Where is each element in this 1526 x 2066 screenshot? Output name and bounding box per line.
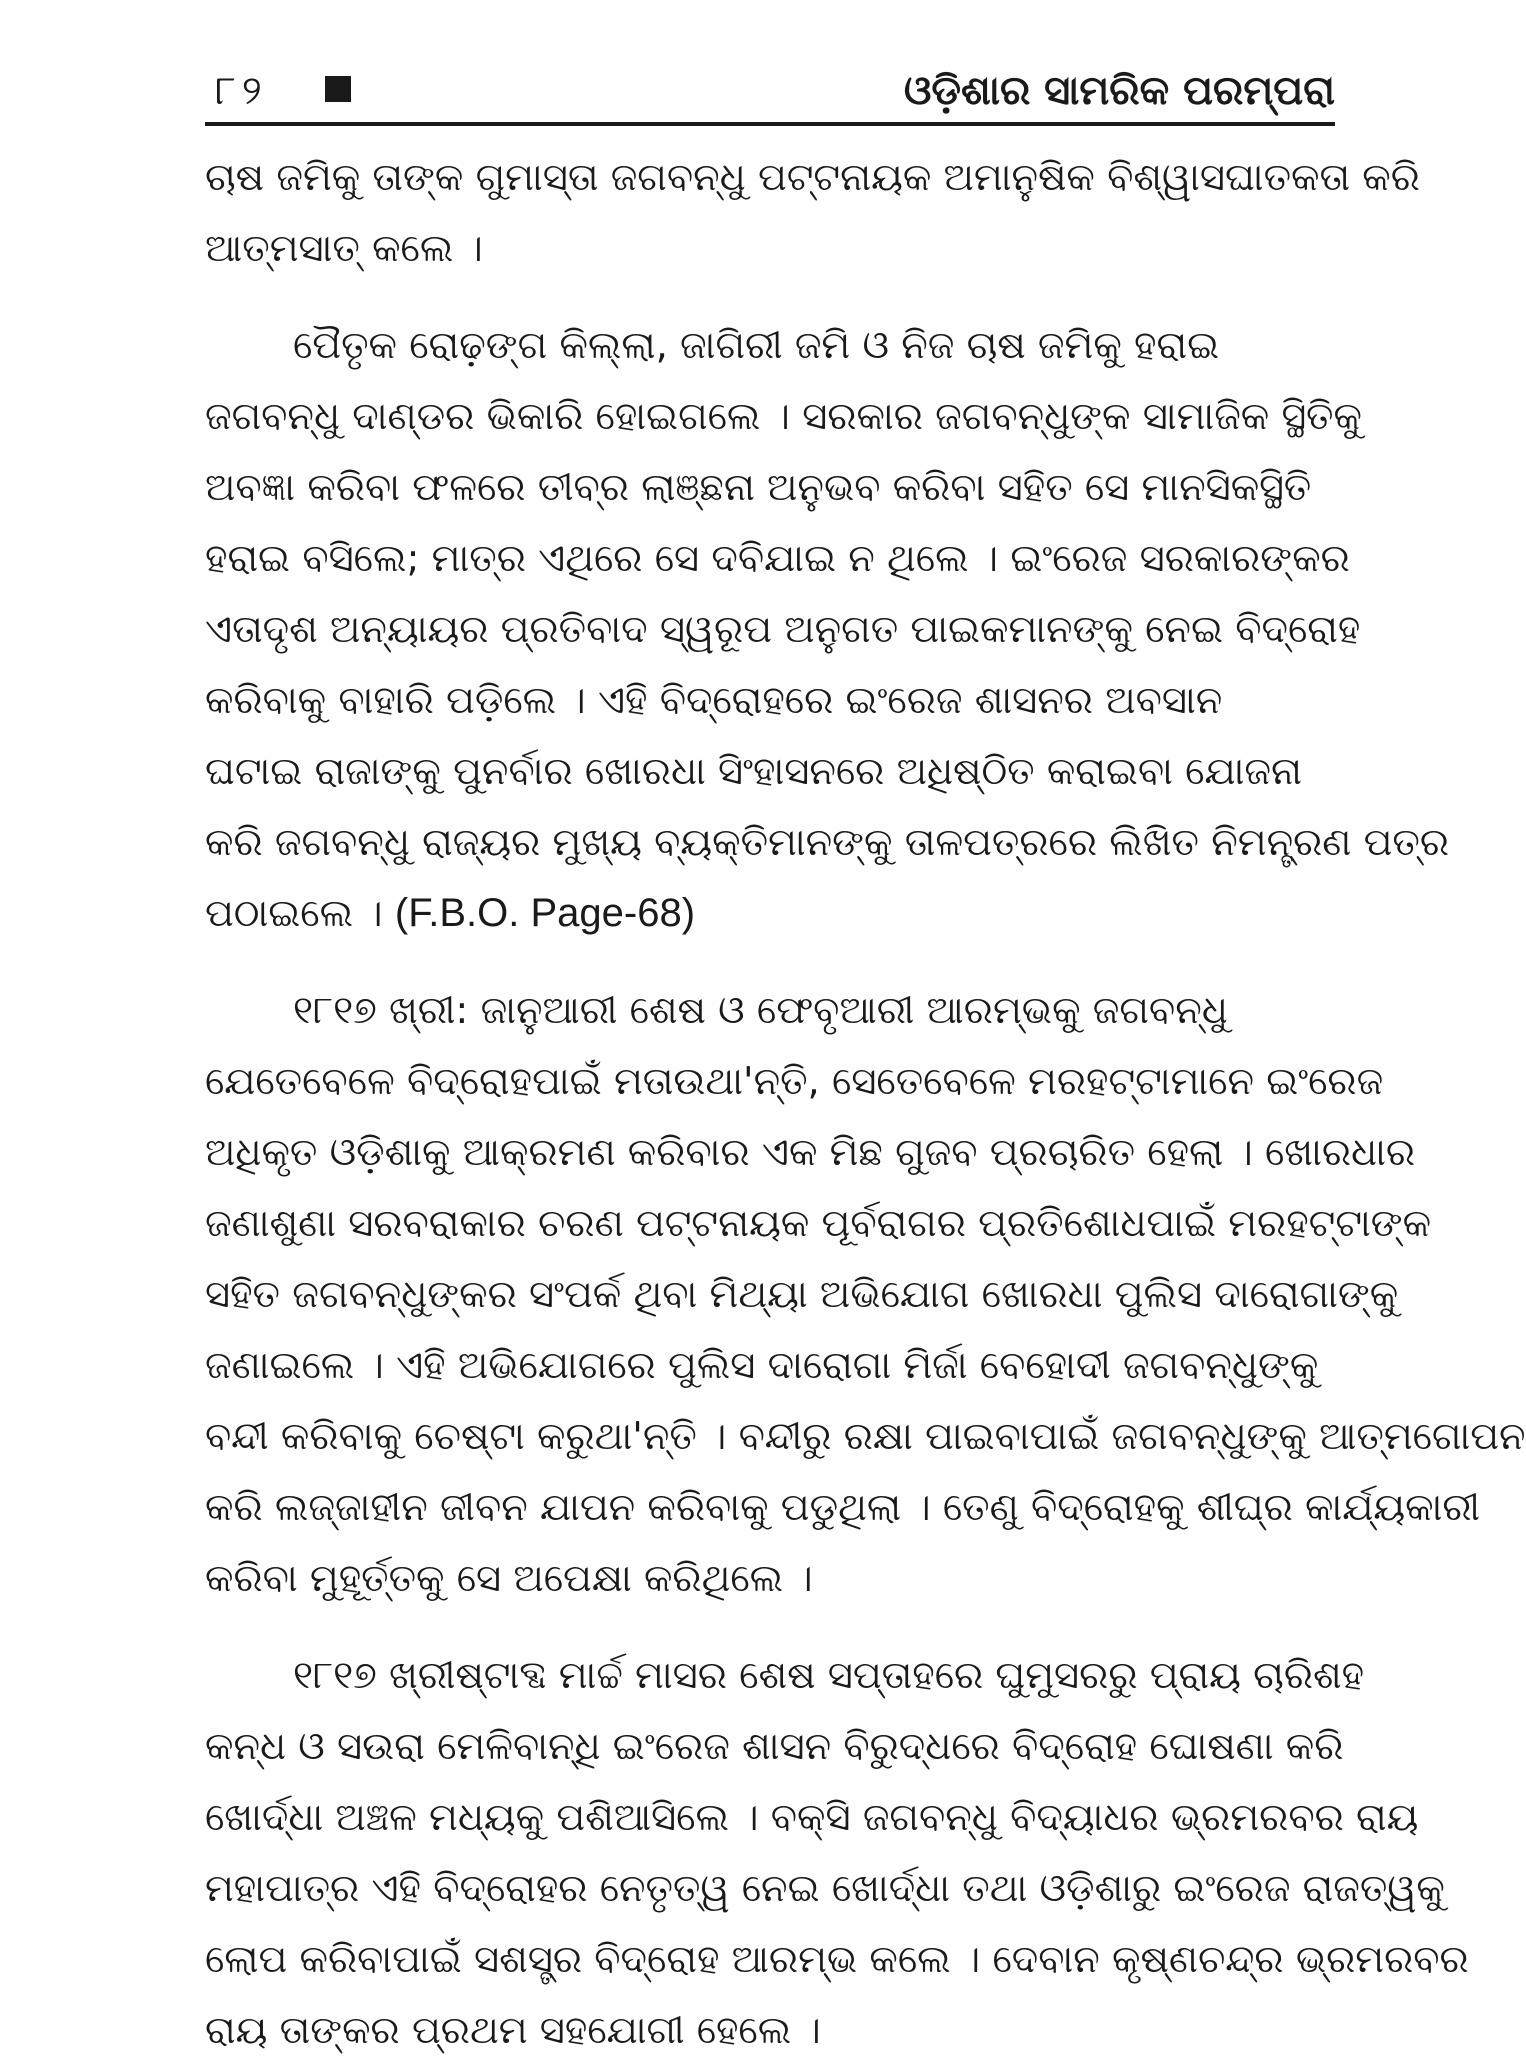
text-line: କରିବାକୁ ବାହାରି ପଡ଼ିଲେ । ଏହି ବିଦ୍ରୋହରେ ଇଂରେଜ ଶାସନର ଅବସାନ <box>205 678 1223 723</box>
text-line: ଲୋପ କରିବାପାଇଁ ସଶସ୍ତ୍ର ବିଦ୍ରୋହ ଆରମ୍ଭ କଲେ । ଦେବାନ କୃଷ୍ଣଚନ୍ଦ୍ର ଭ୍ରମରବର <box>205 1937 1469 1982</box>
text-line: ବନ୍ଦୀ କରିବାକୁ ଚେଷ୍ଟା କରୁଥା'ନ୍ତି । ବନ୍ଦୀରୁ ରକ୍ଷା ପାଇବାପାଇଁ ଜଗବନ୍ଧୁଙ୍କୁ ଆତ୍ମଗୋପନ <box>205 1414 1526 1459</box>
paragraph-gap <box>205 949 1335 975</box>
page-marker-glyph <box>325 76 351 102</box>
paragraph-gap <box>205 1614 1335 1640</box>
text-line: କନ୍ଧ ଓ ସଉରା ମେଳିବାନ୍ଧି ଇଂରେଜ ଶାସନ ବିରୁଦ୍ଧରେ ବିଦ୍ରୋହ ଘୋଷଣା କରି <box>205 1724 1344 1769</box>
text-line: କରିବା ମୁହୂର୍ତ୍ତକୁ ସେ ଅପେକ୍ଷା କରିଥିଲେ । <box>205 1556 813 1601</box>
text-line: ୧୮୧୭ ଖ୍ରୀଷ୍ଟାବ୍ଦ ମାର୍ଚ୍ଚ ମାସର ଶେଷ ସପ୍ତାହରେ ଘୁମୁସରରୁ ପ୍ରାୟ ଚାରିଶହ <box>293 1653 1365 1698</box>
paragraph-3 <box>205 975 1526 1614</box>
paragraph-2 <box>205 310 1450 949</box>
text-line: ଏତାଦୃଶ ଅନ୍ୟାୟର ପ୍ରତିବାଦ ସ୍ୱରୂପ ଅନୁଗତ ପାଇକମାନଙ୍କୁ ନେଇ ବିଦ୍ରୋହ <box>205 607 1361 652</box>
text-line: ଜଣାଇଲେ । ଏହି ଅଭିଯୋଗରେ ପୁଲିସ ଦାରୋଗା ମିର୍ଜା ବେହୋଦୀ ଜଗବନ୍ଧୁଙ୍କୁ <box>205 1343 1319 1388</box>
paragraph-4 <box>205 1640 1469 2066</box>
text-line: ଘଟାଇ ରାଜାଙ୍କୁ ପୁନର୍ବାର ଖୋରଧା ସିଂହାସନରେ ଅଧିଷ୍ଠିତ କରାଇବା ଯୋଜନା <box>205 749 1302 794</box>
text-line: ମହାପାତ୍ର ଏହି ବିଦ୍ରୋହର ନେତୃତ୍ୱ ନେଇ ଖୋର୍ଦ୍ଧା ତଥା ଓଡ଼ିଶାରୁ ଇଂରେଜ ରାଜତ୍ୱକୁ <box>205 1866 1445 1911</box>
text-line: ଜଣାଶୁଣା ସରବରାକାର ଚରଣ ପଟ୍ଟନାୟକ ପୂର୍ବରାଗର ପ୍ରତିଶୋଧପାଇଁ ମରହଟ୍ଟାଙ୍କ <box>205 1201 1432 1246</box>
paragraph-1 <box>205 142 1420 284</box>
text-line: ରାୟ ତାଙ୍କର ପ୍ରଥମ ସହଯୋଗୀ ହେଲେ । <box>205 2008 821 2053</box>
text-line: ଖୋର୍ଦ୍ଧା ଅଞ୍ଚଳ ମଧ୍ୟକୁ ପଶିଆସିଲେ । ବକ୍‌ସି ଜଗବନ୍ଧୁ ବିଦ୍ୟାଧର ଭ୍ରମରବର ରାୟ <box>205 1795 1419 1840</box>
citation: (F.B.O. Page-68) <box>394 891 696 935</box>
text-line: ସହିତ ଜଗବନ୍ଧୁଙ୍କର ସଂପର୍କ ଥିବା ମିଥ୍ୟା ଅଭିଯୋଗ ଖୋରଧା ପୁଲିସ ଦାରୋଗାଙ୍କୁ <box>205 1272 1399 1317</box>
page-number: ୮୨ <box>215 68 268 114</box>
text-line-with-citation <box>205 878 1335 949</box>
body-text <box>205 142 1526 2066</box>
header-rule <box>205 122 1335 126</box>
text-line: ଅଧିକୃତ ଓଡ଼ିଶାକୁ ଆକ୍ରମଣ କରିବାର ଏକ ମିଛ ଗୁଜବ ପ୍ରଚାରିତ ହେଲା । ଖୋରଧାର <box>205 1130 1416 1175</box>
text-line: ଚାଷ ଜମିକୁ ତାଙ୍କ ଗୁମାସ୍ତା ଜଗବନ୍ଧୁ ପଟ୍ଟନାୟକ ଅମାନୁଷିକ ବିଶ୍ୱାସଘାତକତା କରି <box>205 155 1420 200</box>
text-line: ଆତ୍ମସାତ୍ କଲେ । <box>205 226 483 271</box>
text-line: ୧୮୧୭ ଖ୍ରୀ: ଜାନୁଆରୀ ଶେଷ ଓ ଫେବୃଆରୀ ଆରମ୍ଭକୁ ଜଗବନ୍ଧୁ <box>293 988 1228 1033</box>
text-line: କରି ଜଗବନ୍ଧୁ ରାଜ୍ୟର ମୁଖ୍ୟ ବ୍ୟକ୍ତିମାନଙ୍କୁ ତାଳପତ୍ରରେ ଲିଖିତ ନିମନ୍ତ୍ରଣ ପତ୍ର <box>205 820 1450 865</box>
text-fragment: ପଠାଇଲେ । <box>205 891 383 936</box>
text-line: କରି ଲଜ୍ଜାହୀନ ଜୀବନ ଯାପନ କରିବାକୁ ପଡୁଥିଲା । ତେଣୁ ବିଦ୍ରୋହକୁ ଶୀଘ୍ର କାର୍ଯ୍ୟକାରୀ <box>205 1485 1480 1530</box>
text-line: ଅବଜ୍ଞା କରିବା ଫଳରେ ତୀବ୍ର ଲାଞ୍ଛନା ଅନୁଭବ କରିବା ସହିତ ସେ ମାନସିକସ୍ଥିତି <box>205 465 1312 510</box>
text-line: ଜଗବନ୍ଧୁ ଦାଣ୍ଡର ଭିକାରି ହୋଇଗଲେ । ସରକାର ଜଗବନ୍ଧୁଙ୍କ ସାମାଜିକ ସ୍ଥିତିକୁ <box>205 394 1362 439</box>
text-line: ହରାଇ ବସିଲେ; ମାତ୍ର ଏଥିରେ ସେ ଦବିଯାଇ ନ ଥିଲେ । ଇଂରେଜ ସରକାରଙ୍କର <box>205 536 1350 581</box>
running-title: ଓଡ଼ିଶାର ସାମରିକ ପରମ୍ପରା <box>903 68 1335 114</box>
paragraph-gap <box>205 284 1335 310</box>
page-header <box>205 62 1335 120</box>
text-line: ପୈତୃକ ରୋଢ଼ଙ୍ଗ କିଲ୍ଲା, ଜାଗିରୀ ଜମି ଓ ନିଜ ଚାଷ ଜମିକୁ ହରାଇ <box>293 323 1220 368</box>
text-line: ଯେତେବେଳେ ବିଦ୍ରୋହପାଇଁ ମତାଉଥା'ନ୍ତି, ସେତେବେଳେ ମରହଟ୍ଟାମାନେ ଇଂରେଜ <box>205 1059 1384 1104</box>
